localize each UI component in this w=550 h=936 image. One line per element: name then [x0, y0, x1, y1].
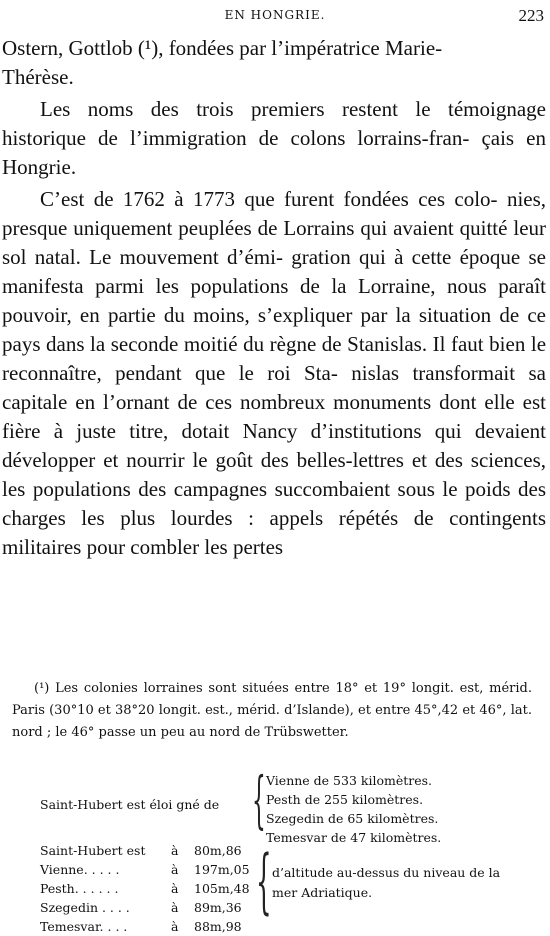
distance-item: Szegedin de 65 kilomètres.: [266, 811, 439, 826]
altitude-place: Szegedin . . . .: [40, 900, 130, 915]
distance-item: Vienne de 533 kilomètres.: [266, 773, 433, 788]
footnote: [12, 678, 532, 744]
p1-line-2: Thérèse.: [2, 65, 74, 89]
fn-line-2: est, mérid. Paris (30°10 et 38°20 longit. est., mérid. d’Islande),: [12, 681, 532, 718]
altitude-value: 89m,36: [194, 900, 242, 915]
p3-line-3: avaient quitté leur sol natal. Le mouvement d’émi-: [2, 216, 547, 269]
distance-label: Saint-Hubert est éloi gné de: [40, 797, 220, 812]
altitude-value: 197m,05: [194, 862, 250, 877]
altitude-value: 88m,98: [194, 919, 242, 934]
p3-line-6: partie du moins, s’expliquer par la situation de ce: [107, 303, 547, 327]
running-title: EN HONGRIE.: [224, 8, 326, 22]
p2-line-1: Les noms des trois premiers restent le témoignage: [40, 97, 546, 121]
running-header: [0, 4, 550, 30]
footnote-text: [12, 678, 532, 744]
fn-line-3: et entre 45°,42 et 46°, lat. nord ; le 46° passe un peu au nord: [12, 703, 532, 740]
altitude-place: Vienne. . . . .: [40, 862, 120, 877]
altitude-place: Saint-Hubert est: [40, 843, 146, 858]
altitude-prep: à: [171, 881, 179, 896]
body-text: [2, 34, 546, 565]
altitude-row: [40, 841, 254, 860]
altitude-row: [40, 898, 254, 917]
p3-line-9: nislas transformait sa capitale en l’ornant de ces: [2, 361, 547, 414]
p3-line-2: nies, presque uniquement peuplées de Lorrains qui: [2, 187, 547, 240]
distance-list: [266, 771, 441, 847]
p3-line-15: de contingents militaires pour combler les pertes: [2, 506, 546, 559]
altitude-note: [272, 863, 540, 903]
p3-line-11: dotait Nancy d’institutions qui devaient développer: [2, 419, 547, 472]
altitude-prep: à: [171, 843, 179, 858]
altitude-prep: à: [171, 900, 179, 915]
p3-line-13: les populations des campagnes succombaient sous: [2, 477, 435, 501]
altitude-list: [40, 841, 254, 936]
p3-line-12: et nourrir le goût des belles-lettres et des sciences,: [103, 448, 546, 472]
paragraph-2: [2, 95, 546, 182]
paragraph-1: [2, 34, 546, 92]
altitude-row: [40, 879, 254, 898]
altitude-note-line: mer Adriatique.: [272, 885, 373, 900]
p3-line-8: Il faut bien le reconnaître, pendant que le roi Sta-: [2, 332, 547, 385]
p3-line-10: nombreux monuments dont elle est fière à juste titre,: [2, 390, 547, 443]
distance-item: Pesth de 255 kilomètres.: [266, 792, 424, 807]
p2-line-3: çais en Hongrie.: [2, 126, 546, 179]
distance-altitude-table: [0, 763, 550, 933]
brace-distances: {: [252, 763, 266, 836]
fn-line-4: de Trübswetter.: [244, 725, 349, 740]
fn-line-1: (¹) Les colonies lorraines sont situées entre 18° et 19° longit.: [34, 681, 454, 696]
p3-line-5: populations de la Lorraine, nous paraît pouvoir, en: [2, 274, 547, 327]
paragraph-3: [2, 185, 546, 562]
altitude-prep: à: [171, 862, 179, 877]
p3-line-7: pays dans la seconde moitié du règne de Stanislas.: [2, 332, 428, 356]
altitude-place: Temesvar. . . .: [40, 919, 128, 934]
p1-line-1: Ostern, Gottlob (¹), fondées par l’impératrice Marie-: [2, 36, 443, 60]
p3-line-1: C’est de 1762 à 1773 que furent fondées ces colo-: [40, 187, 498, 211]
altitude-row: [40, 860, 254, 879]
p3-line-14: le poids des charges les plus lourdes : appels répétés: [2, 477, 547, 530]
page-number: 223: [518, 6, 544, 25]
distance-item: Temesvar de 47 kilomètres.: [266, 830, 442, 845]
p2-line-2: historique de l’immigration de colons lorrains-fran-: [2, 126, 470, 150]
altitude-value: 105m,48: [194, 881, 250, 896]
altitude-row: [40, 917, 254, 936]
altitude-prep: à: [171, 919, 179, 934]
p3-line-4: gration qui à cette époque se manifesta parmi les: [2, 245, 546, 298]
altitude-value: 80m,86: [194, 843, 242, 858]
altitude-place: Pesth. . . . . .: [40, 881, 119, 896]
altitude-note-line: d’altitude au-dessus du niveau de la: [272, 865, 501, 880]
brace-altitudes: {: [256, 840, 272, 922]
